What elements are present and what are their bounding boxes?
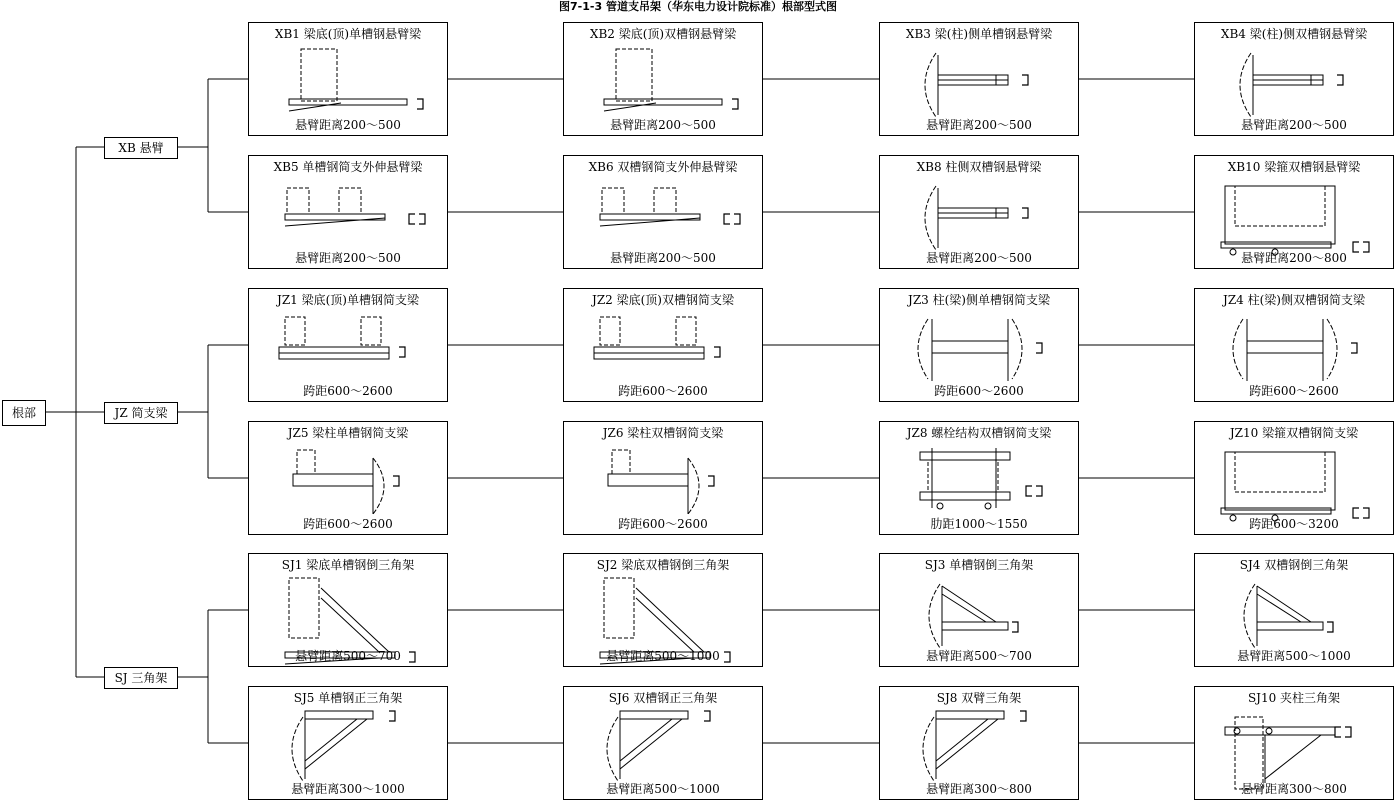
support-type-card: [1194, 421, 1394, 535]
support-code: JZ6 梁柱双槽钢简支梁: [602, 426, 724, 440]
support-type-card: [248, 421, 448, 535]
support-range: 跨距600～2600: [618, 517, 708, 531]
support-type-card: [879, 686, 1079, 800]
support-range: 悬臂距离200～800: [1241, 251, 1347, 265]
support-type-card: [1194, 22, 1394, 136]
support-code: XB8 柱侧双槽钢悬臂梁: [916, 160, 1042, 174]
support-range: 悬臂距离300～800: [1241, 782, 1347, 796]
support-type-card: [248, 155, 448, 269]
support-code: XB10 梁箍双槽钢悬臂梁: [1227, 160, 1361, 174]
group-label: XB 悬臂: [104, 137, 178, 159]
support-code: JZ4 柱(梁)侧双槽钢简支梁: [1223, 293, 1365, 307]
support-range: 跨距600～2600: [1249, 384, 1339, 398]
support-type-card: [879, 553, 1079, 667]
support-range: 跨距600～2600: [303, 517, 393, 531]
support-range: 悬臂距离200～500: [295, 251, 401, 265]
support-code: SJ2 梁底双槽钢倒三角架: [596, 558, 730, 572]
support-type-card: [879, 22, 1079, 136]
support-range: 悬臂距离200～500: [1241, 118, 1347, 132]
support-range: 跨距600～2600: [618, 384, 708, 398]
support-code: XB1 梁底(顶)单槽钢悬臂梁: [274, 27, 422, 41]
support-range: 悬臂距离500～1000: [606, 782, 720, 796]
support-code: JZ1 梁底(顶)单槽钢简支梁: [277, 293, 419, 307]
support-type-card: [879, 155, 1079, 269]
group-label: JZ 简支梁: [104, 402, 178, 424]
support-range: 悬臂距离500～1000: [1237, 649, 1351, 663]
support-code: JZ8 螺栓结构双槽钢简支梁: [906, 426, 1052, 440]
support-code: SJ1 梁底单槽钢倒三角架: [281, 558, 415, 572]
support-code: JZ10 梁箍双槽钢简支梁: [1229, 426, 1359, 440]
support-range: 跨距600～2600: [303, 384, 393, 398]
support-code: XB3 梁(柱)侧单槽钢悬臂梁: [905, 27, 1053, 41]
support-code: SJ8 双臂三角架: [936, 691, 1022, 705]
support-code: SJ10 夹柱三角架: [1247, 691, 1341, 705]
support-range: 悬臂距离300～800: [926, 782, 1032, 796]
support-range: 悬臂距离200～500: [610, 251, 716, 265]
support-code: XB4 梁(柱)侧双槽钢悬臂梁: [1220, 27, 1368, 41]
support-type-card: [879, 421, 1079, 535]
support-range: 肋距1000～1550: [930, 517, 1028, 531]
support-type-card: [879, 288, 1079, 402]
support-type-card: [1194, 686, 1394, 800]
support-type-card: [563, 288, 763, 402]
support-range: 悬臂距离300～1000: [291, 782, 405, 796]
support-range: 悬臂距离500～700: [295, 649, 401, 663]
support-type-card: [248, 288, 448, 402]
support-code: XB5 单槽钢简支外伸悬臂梁: [273, 160, 423, 174]
support-type-card: [1194, 553, 1394, 667]
support-code: SJ3 单槽钢倒三角架: [924, 558, 1034, 572]
support-code: XB6 双槽钢简支外伸悬臂梁: [588, 160, 738, 174]
support-type-card: [563, 155, 763, 269]
support-code: JZ3 柱(梁)侧单槽钢简支梁: [908, 293, 1050, 307]
support-type-card: [1194, 155, 1394, 269]
support-range: 跨距600～2600: [934, 384, 1024, 398]
support-range: 悬臂距离200～500: [926, 251, 1032, 265]
support-type-card: [563, 686, 763, 800]
support-range: 悬臂距离200～500: [926, 118, 1032, 132]
support-code: SJ4 双槽钢倒三角架: [1239, 558, 1349, 572]
support-range: 悬臂距离200～500: [295, 118, 401, 132]
support-type-card: [248, 22, 448, 136]
support-range: 悬臂距离200～500: [610, 118, 716, 132]
group-label: SJ 三角架: [104, 667, 178, 689]
support-code: SJ6 双槽钢正三角架: [608, 691, 718, 705]
root-node: 根部: [2, 400, 46, 426]
page-title: 图7-1-3 管道支吊架（华东电力设计院标准）根部型式图: [559, 0, 837, 13]
support-range: 跨距600～3200: [1249, 517, 1339, 531]
support-type-card: [1194, 288, 1394, 402]
support-type-card: [563, 421, 763, 535]
support-range: 悬臂距离500～700: [926, 649, 1032, 663]
support-type-card: [563, 553, 763, 667]
support-type-card: [248, 553, 448, 667]
support-type-card: [563, 22, 763, 136]
support-code: JZ5 梁柱单槽钢简支梁: [287, 426, 409, 440]
support-code: JZ2 梁底(顶)双槽钢简支梁: [592, 293, 734, 307]
support-code: SJ5 单槽钢正三角架: [293, 691, 403, 705]
support-range: 悬臂距离500～1000: [606, 649, 720, 663]
support-code: XB2 梁底(顶)双槽钢悬臂梁: [589, 27, 737, 41]
support-type-card: [248, 686, 448, 800]
